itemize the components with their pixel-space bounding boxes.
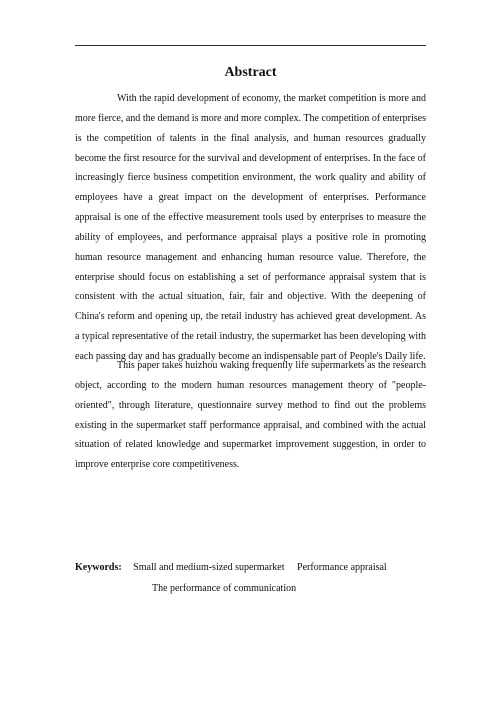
keywords-label: Keywords:: [75, 562, 122, 573]
abstract-title: Abstract: [224, 65, 277, 80]
keyword-item: The performance of communication: [152, 583, 297, 594]
keyword-item: Performance appraisal: [297, 562, 387, 573]
keywords-continuation: [152, 582, 306, 596]
keywords-line: [75, 561, 435, 575]
abstract-paragraph-1: With the rapid development of economy, the market competition is more and more fierce, and the demand is more and more complex. The competition of enterprises is the competition of talents in the final analysis, and human resources gradually become the first resource for the survival and development of enterprises. In the face of increasingly fierce business competition environment, the work quality and ability of employees have a great impact on the development of enterprises. Performance appraisal is one of the effective measurement tools used by enterprises to measure the ability of employees, and performance appraisal plays a positive role in promoting human resource management and enhancing human resource value. Therefore, the enterprise should focus on establishing a set of performance appraisal system that is consistent with the actual situation, fair, fair and objective. With the deepening of China's reform and opening up, the retail industry has achieved great development. As a typical representative of the retail industry, the supermarket has been developing with each passing day and has gradually become an indispensable part of People's Daily life.: [75, 93, 426, 362]
keyword-item: Small and medium-sized supermarket: [133, 562, 285, 573]
abstract-paragraph-2: This paper takes huizhou waking frequently life supermarkets as the research object, according to the modern human resources management theory of "people-oriented", through literature, questionnaire survey method to find out the problems existing in the supermarket staff performance appraisal, and combined with the actual situation of related knowledge and supermarket improvement suggestion, in order to improve enterprise core competitiveness.: [75, 360, 426, 471]
header-rule: [75, 45, 426, 46]
